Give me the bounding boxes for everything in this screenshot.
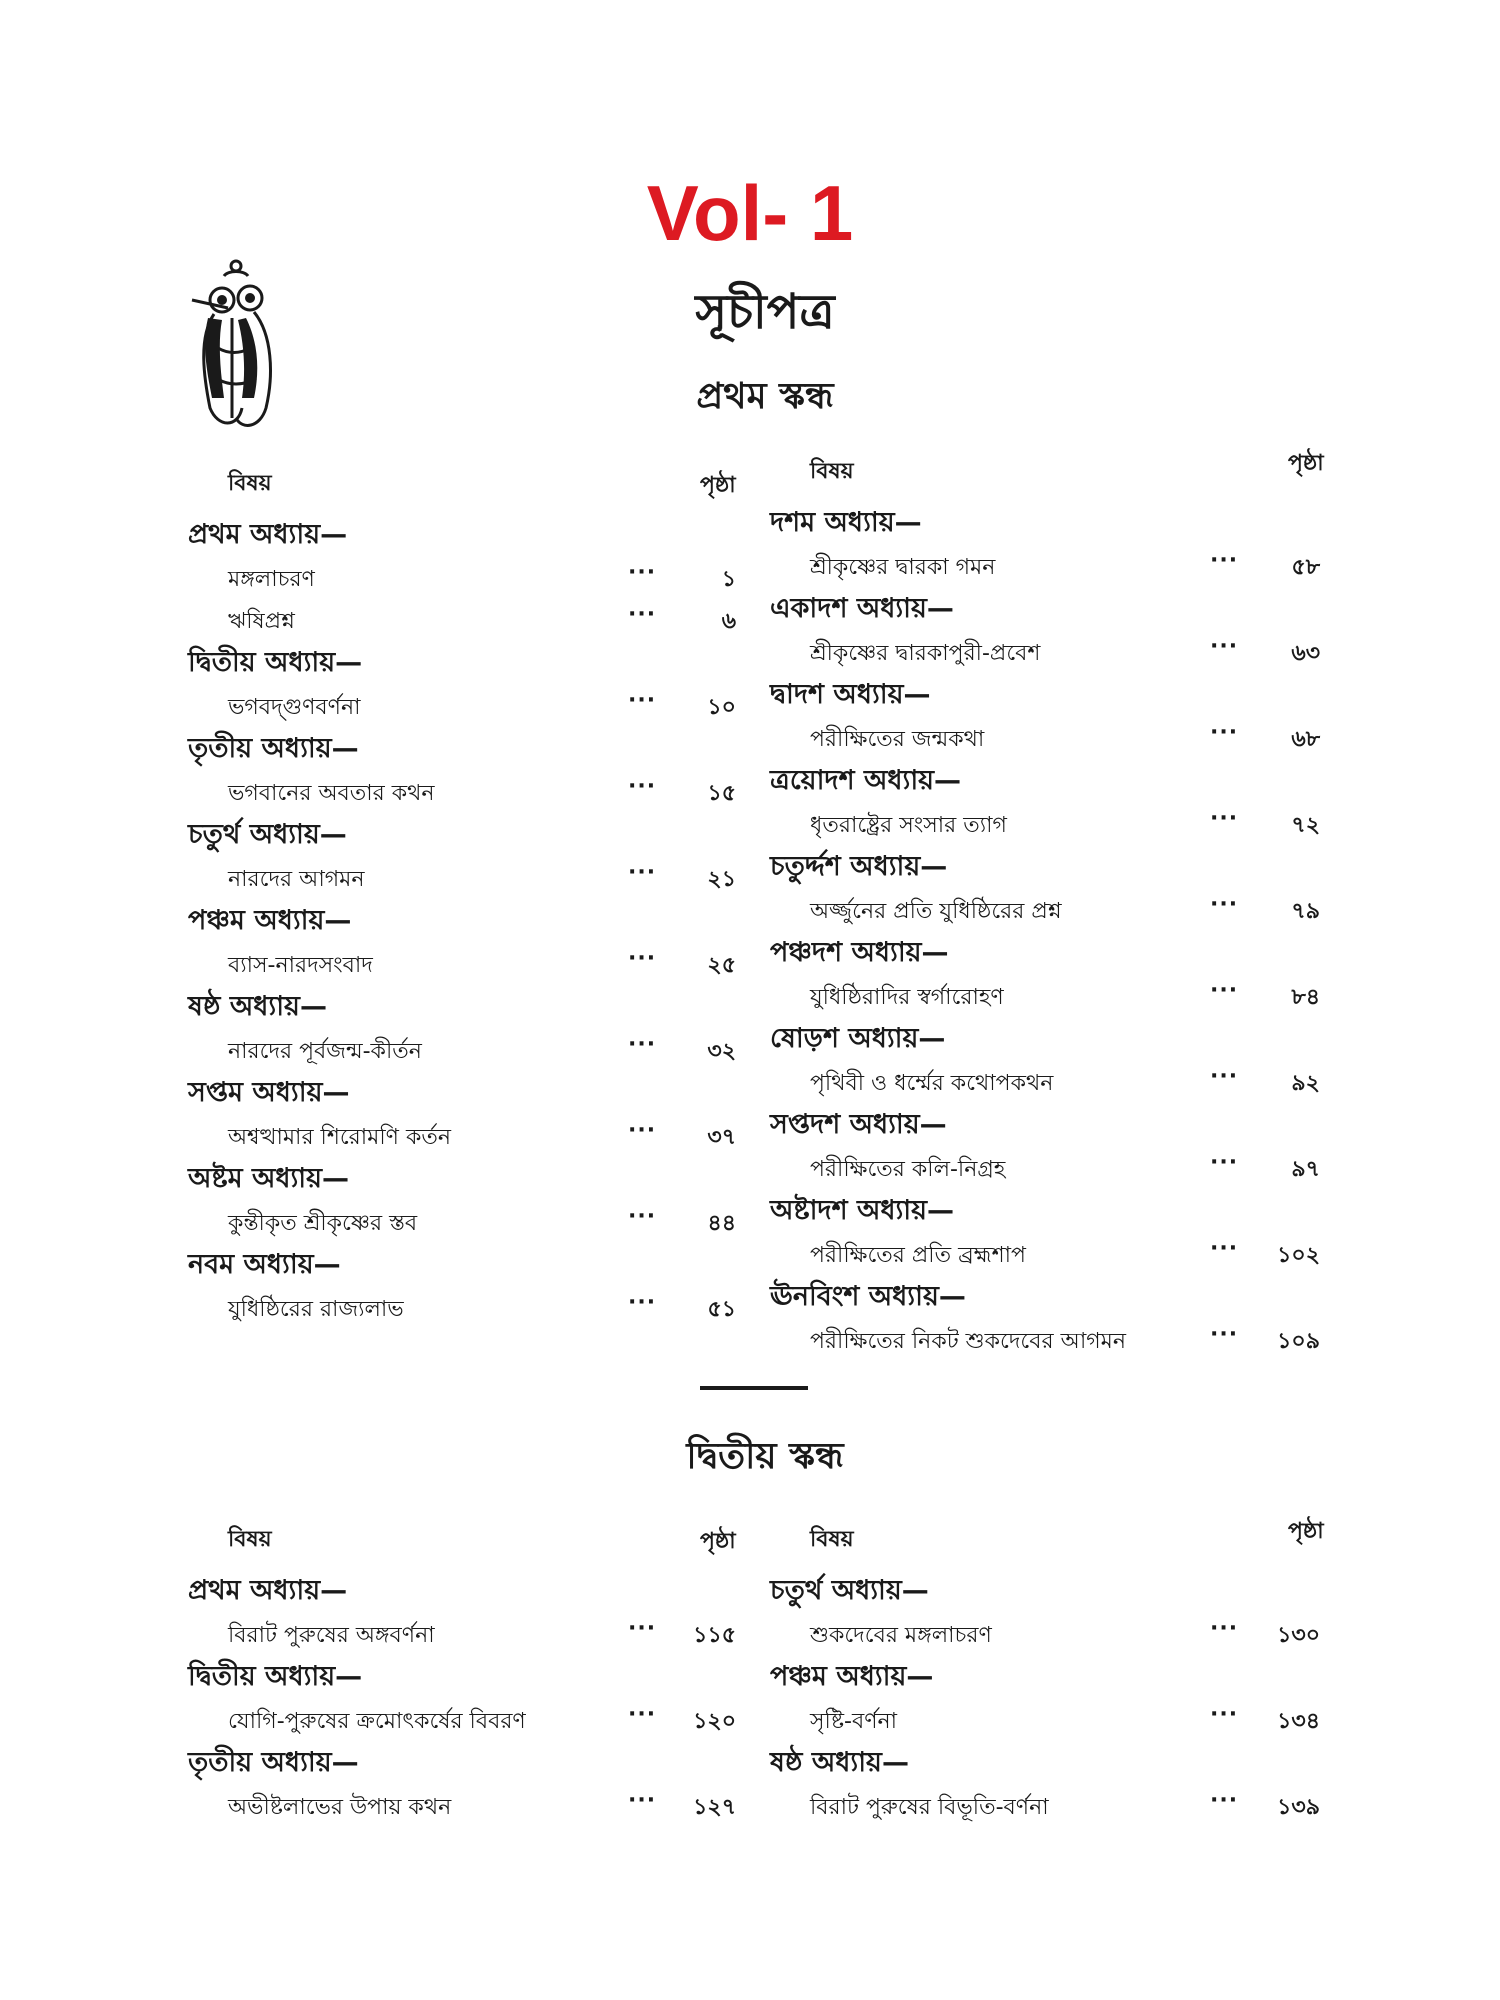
toc-entry bbox=[770, 1144, 1330, 1186]
toc-entry bbox=[188, 682, 758, 724]
entry-title: যুধিষ্ঠিরাদির স্বর্গারোহণ bbox=[810, 985, 1004, 1010]
chapter-label: দ্বিতীয় অধ্যায়— bbox=[188, 647, 363, 678]
chapter-label: পঞ্চদশ অধ্যায়— bbox=[770, 937, 949, 968]
entry-title: অশ্বত্থামার শিরোমণি কর্তন bbox=[228, 1125, 452, 1150]
chapter-heading bbox=[188, 810, 758, 854]
column-header bbox=[770, 440, 1330, 498]
chapter-label: চতুর্থ অধ্যায়— bbox=[188, 819, 347, 850]
entry-title: বিরাট পুরুষের বিভূতি-বর্ণনা bbox=[810, 1795, 1049, 1820]
entry-page: ১৩৯ bbox=[1277, 1795, 1320, 1820]
toc-entry bbox=[770, 1316, 1330, 1358]
leader-dots: ··· bbox=[1210, 548, 1239, 573]
entry-page: ৩৭ bbox=[707, 1125, 736, 1150]
entry-title: যুধিষ্ঠিরের রাজ্যলাভ bbox=[228, 1297, 404, 1322]
entry-page: ৯২ bbox=[1291, 1071, 1320, 1096]
entry-page: ৮৪ bbox=[1291, 985, 1320, 1010]
leader-dots: ··· bbox=[1210, 1064, 1239, 1089]
leader-dots: ··· bbox=[628, 1290, 657, 1315]
subject-header: বিষয় bbox=[228, 1527, 272, 1552]
entry-title: যোগি-পুরুষের ক্রমোৎকর্ষের বিবরণ bbox=[228, 1709, 526, 1734]
entry-title: পরীক্ষিতের জন্মকথা bbox=[810, 727, 985, 752]
page-header: পৃষ্ঠা bbox=[700, 1529, 736, 1554]
entry-page: ৭৯ bbox=[1291, 899, 1320, 924]
chapter-heading bbox=[188, 982, 758, 1026]
chapter-heading bbox=[770, 1272, 1330, 1316]
entry-page: ১২৭ bbox=[693, 1795, 736, 1820]
entry-page: ১০ bbox=[707, 695, 736, 720]
chapter-label: ষষ্ঠ অধ্যায়— bbox=[770, 1747, 909, 1778]
entry-title: শুকদেবের মঙ্গলাচরণ bbox=[810, 1623, 992, 1648]
leader-dots: ··· bbox=[1210, 892, 1239, 917]
leader-dots: ··· bbox=[628, 560, 657, 585]
toc-entry bbox=[770, 886, 1330, 928]
toc-entry bbox=[188, 768, 758, 810]
entry-title: ধৃতরাষ্ট্রের সংসার ত্যাগ bbox=[810, 813, 1007, 838]
column-header bbox=[188, 452, 758, 510]
page-title: সূচীপত্র bbox=[695, 284, 835, 340]
toc-entry bbox=[188, 1610, 758, 1652]
toc-entry bbox=[770, 1610, 1330, 1652]
chapter-label: প্রথম অধ্যায়— bbox=[188, 519, 348, 550]
chapter-heading bbox=[770, 1652, 1330, 1696]
chapter-label: দশম অধ্যায়— bbox=[770, 507, 922, 538]
chapter-label: তৃতীয় অধ্যায়— bbox=[188, 1747, 359, 1778]
chapter-heading bbox=[770, 928, 1330, 972]
entry-page: ৩২ bbox=[707, 1039, 736, 1064]
chapter-heading bbox=[770, 1566, 1330, 1610]
entry-title: সৃষ্টি-বর্ণনা bbox=[810, 1709, 898, 1734]
leader-dots: ··· bbox=[628, 860, 657, 885]
leader-dots: ··· bbox=[628, 1118, 657, 1143]
leader-dots: ··· bbox=[628, 774, 657, 799]
column-header bbox=[770, 1508, 1330, 1566]
entry-title: পৃথিবী ও ধর্ম্মের কথোপকথন bbox=[810, 1071, 1054, 1096]
chapter-heading bbox=[770, 1014, 1330, 1058]
chapter-label: দ্বাদশ অধ্যায়— bbox=[770, 679, 931, 710]
chapter-label: পঞ্চম অধ্যায়— bbox=[770, 1661, 934, 1692]
chapter-heading bbox=[188, 1154, 758, 1198]
subject-header: বিষয় bbox=[810, 1527, 854, 1552]
page-header: পৃষ্ঠা bbox=[1288, 451, 1324, 476]
toc-entry bbox=[188, 940, 758, 982]
entry-title: নারদের পূর্বজন্ম-কীর্তন bbox=[228, 1039, 422, 1064]
chapter-label: ষোড়শ অধ্যায়— bbox=[770, 1023, 946, 1054]
volume-label: Vol- 1 bbox=[646, 169, 854, 257]
toc-entry bbox=[770, 542, 1330, 584]
section-title: দ্বিতীয় স্কন্ধ bbox=[686, 1436, 844, 1477]
chapter-heading bbox=[188, 1738, 758, 1782]
chapter-label: একাদশ অধ্যায়— bbox=[770, 593, 954, 624]
entry-title: অর্জ্জুনের প্রতি যুধিষ্ঠিরের প্রশ্ন bbox=[810, 899, 1062, 924]
leader-dots: ··· bbox=[1210, 1322, 1239, 1347]
subject-header: বিষয় bbox=[810, 459, 854, 484]
entry-page: ৫৮ bbox=[1291, 555, 1320, 580]
entry-page: ৪৪ bbox=[707, 1211, 736, 1236]
chapter-label: সপ্তম অধ্যায়— bbox=[188, 1077, 350, 1108]
chapter-label: অষ্টাদশ অধ্যায়— bbox=[770, 1195, 955, 1226]
chapter-heading bbox=[770, 584, 1330, 628]
chapter-label: চতুর্থ অধ্যায়— bbox=[770, 1575, 929, 1606]
entry-title: পরীক্ষিতের কলি-নিগ্রহ bbox=[810, 1157, 1006, 1182]
leader-dots: ··· bbox=[1210, 978, 1239, 1003]
entry-title: বিরাট পুরুষের অঙ্গবর্ণনা bbox=[228, 1623, 435, 1648]
chapter-label: দ্বিতীয় অধ্যায়— bbox=[188, 1661, 363, 1692]
entry-page: ১০২ bbox=[1277, 1243, 1320, 1268]
entry-title: পরীক্ষিতের প্রতি ব্রহ্মশাপ bbox=[810, 1243, 1026, 1268]
entry-title: মঙ্গলাচরণ bbox=[228, 567, 315, 592]
chapter-heading bbox=[188, 724, 758, 768]
section-title: প্রথম স্কন্ধ bbox=[696, 376, 834, 417]
toc-entry bbox=[770, 628, 1330, 670]
toc-entry bbox=[188, 1026, 758, 1068]
chapter-heading bbox=[770, 670, 1330, 714]
leader-dots: ··· bbox=[628, 1204, 657, 1229]
entry-page: ১৫ bbox=[707, 781, 736, 806]
toc-entry bbox=[188, 1696, 758, 1738]
leader-dots: ··· bbox=[628, 688, 657, 713]
toc-entry bbox=[770, 1058, 1330, 1100]
chapter-heading bbox=[188, 638, 758, 682]
leader-dots: ··· bbox=[1210, 806, 1239, 831]
chapter-label: ষষ্ঠ অধ্যায়— bbox=[188, 991, 327, 1022]
leader-dots: ··· bbox=[628, 1702, 657, 1727]
subject-header: বিষয় bbox=[228, 471, 272, 496]
toc-entry bbox=[188, 854, 758, 896]
section-divider bbox=[700, 1386, 808, 1390]
entry-page: ৬ bbox=[721, 609, 736, 634]
entry-title: ভগবদ্‌গুণবর্ণনা bbox=[228, 695, 361, 720]
chapter-heading bbox=[188, 510, 758, 554]
chapter-label: চতুর্দ্দশ অধ্যায়— bbox=[770, 851, 948, 882]
toc-entry bbox=[770, 1230, 1330, 1272]
leader-dots: ··· bbox=[628, 602, 657, 627]
chapter-label: তৃতীয় অধ্যায়— bbox=[188, 733, 359, 764]
toc-entry bbox=[188, 1782, 758, 1824]
chapter-heading bbox=[770, 756, 1330, 800]
toc-entry bbox=[188, 1198, 758, 1240]
chapter-label: পঞ্চম অধ্যায়— bbox=[188, 905, 352, 936]
leader-dots: ··· bbox=[628, 1788, 657, 1813]
leader-dots: ··· bbox=[1210, 1788, 1239, 1813]
chapter-label: নবম অধ্যায়— bbox=[188, 1249, 341, 1280]
toc-entry bbox=[770, 1782, 1330, 1824]
entry-title: ঋষিপ্রশ্ন bbox=[228, 609, 295, 634]
chapter-heading bbox=[188, 1240, 758, 1284]
leader-dots: ··· bbox=[1210, 634, 1239, 659]
entry-title: শ্রীকৃষ্ণের দ্বারকাপুরী-প্রবেশ bbox=[810, 641, 1041, 666]
entry-page: ১২০ bbox=[693, 1709, 736, 1734]
toc-entry bbox=[770, 714, 1330, 756]
entry-title: অভীষ্টলাভের উপায় কথন bbox=[228, 1795, 452, 1820]
entry-page: ৬৩ bbox=[1291, 641, 1320, 666]
chapter-label: ঊনবিংশ অধ্যায়— bbox=[770, 1281, 966, 1312]
chapter-heading bbox=[770, 1100, 1330, 1144]
entry-page: ১৩৪ bbox=[1277, 1709, 1320, 1734]
chapter-heading bbox=[188, 1566, 758, 1610]
entry-page: ২৫ bbox=[707, 953, 736, 978]
toc-column-right bbox=[770, 440, 1330, 1358]
toc-entry bbox=[770, 972, 1330, 1014]
entry-page: ৫১ bbox=[707, 1297, 736, 1322]
leader-dots: ··· bbox=[1210, 720, 1239, 745]
entry-title: ব্যাস-নারদসংবাদ bbox=[228, 953, 373, 978]
leader-dots: ··· bbox=[628, 1616, 657, 1641]
chapter-label: ত্রয়োদশ অধ্যায়— bbox=[770, 765, 962, 796]
toc-entry bbox=[770, 800, 1330, 842]
entry-title: কুন্তীকৃত শ্রীকৃষ্ণের স্তব bbox=[228, 1211, 418, 1236]
chapter-heading bbox=[770, 498, 1330, 542]
leader-dots: ··· bbox=[1210, 1616, 1239, 1641]
entry-page: ২১ bbox=[707, 867, 736, 892]
chapter-label: সপ্তদশ অধ্যায়— bbox=[770, 1109, 947, 1140]
toc-entry bbox=[188, 1112, 758, 1154]
entry-page: ৯৭ bbox=[1291, 1157, 1320, 1182]
entry-page: ৬৮ bbox=[1291, 727, 1320, 752]
entry-title: নারদের আগমন bbox=[228, 867, 365, 892]
page-header: পৃষ্ঠা bbox=[1288, 1519, 1324, 1544]
chapter-heading bbox=[770, 842, 1330, 886]
entry-title: পরীক্ষিতের নিকট শুকদেবের আগমন bbox=[810, 1329, 1127, 1354]
chapter-heading bbox=[770, 1186, 1330, 1230]
chapter-heading bbox=[188, 1068, 758, 1112]
toc-entry bbox=[188, 554, 758, 596]
leader-dots: ··· bbox=[1210, 1150, 1239, 1175]
entry-page: ১ bbox=[721, 567, 736, 592]
entry-page: ১১৫ bbox=[693, 1623, 736, 1648]
leader-dots: ··· bbox=[628, 946, 657, 971]
toc-column-left bbox=[188, 1508, 758, 1824]
entry-title: ভগবানের অবতার কথন bbox=[228, 781, 435, 806]
page-header: পৃষ্ঠা bbox=[700, 473, 736, 498]
leader-dots: ··· bbox=[628, 1032, 657, 1057]
entry-page: ১০৯ bbox=[1277, 1329, 1320, 1354]
toc-entry bbox=[188, 1284, 758, 1326]
toc-entry bbox=[770, 1696, 1330, 1738]
entry-page: ৭২ bbox=[1291, 813, 1320, 838]
entry-page: ১৩০ bbox=[1277, 1623, 1320, 1648]
leader-dots: ··· bbox=[1210, 1236, 1239, 1261]
leader-dots: ··· bbox=[1210, 1702, 1239, 1727]
toc-column-left bbox=[188, 452, 758, 1326]
chapter-heading bbox=[188, 1652, 758, 1696]
chapter-label: অষ্টম অধ্যায়— bbox=[188, 1163, 350, 1194]
toc-column-right bbox=[770, 1508, 1330, 1824]
chapter-heading bbox=[770, 1738, 1330, 1782]
column-header bbox=[188, 1508, 758, 1566]
entry-title: শ্রীকৃষ্ণের দ্বারকা গমন bbox=[810, 555, 996, 580]
chapter-heading bbox=[188, 896, 758, 940]
toc-entry bbox=[188, 596, 758, 638]
chapter-label: প্রথম অধ্যায়— bbox=[188, 1575, 348, 1606]
